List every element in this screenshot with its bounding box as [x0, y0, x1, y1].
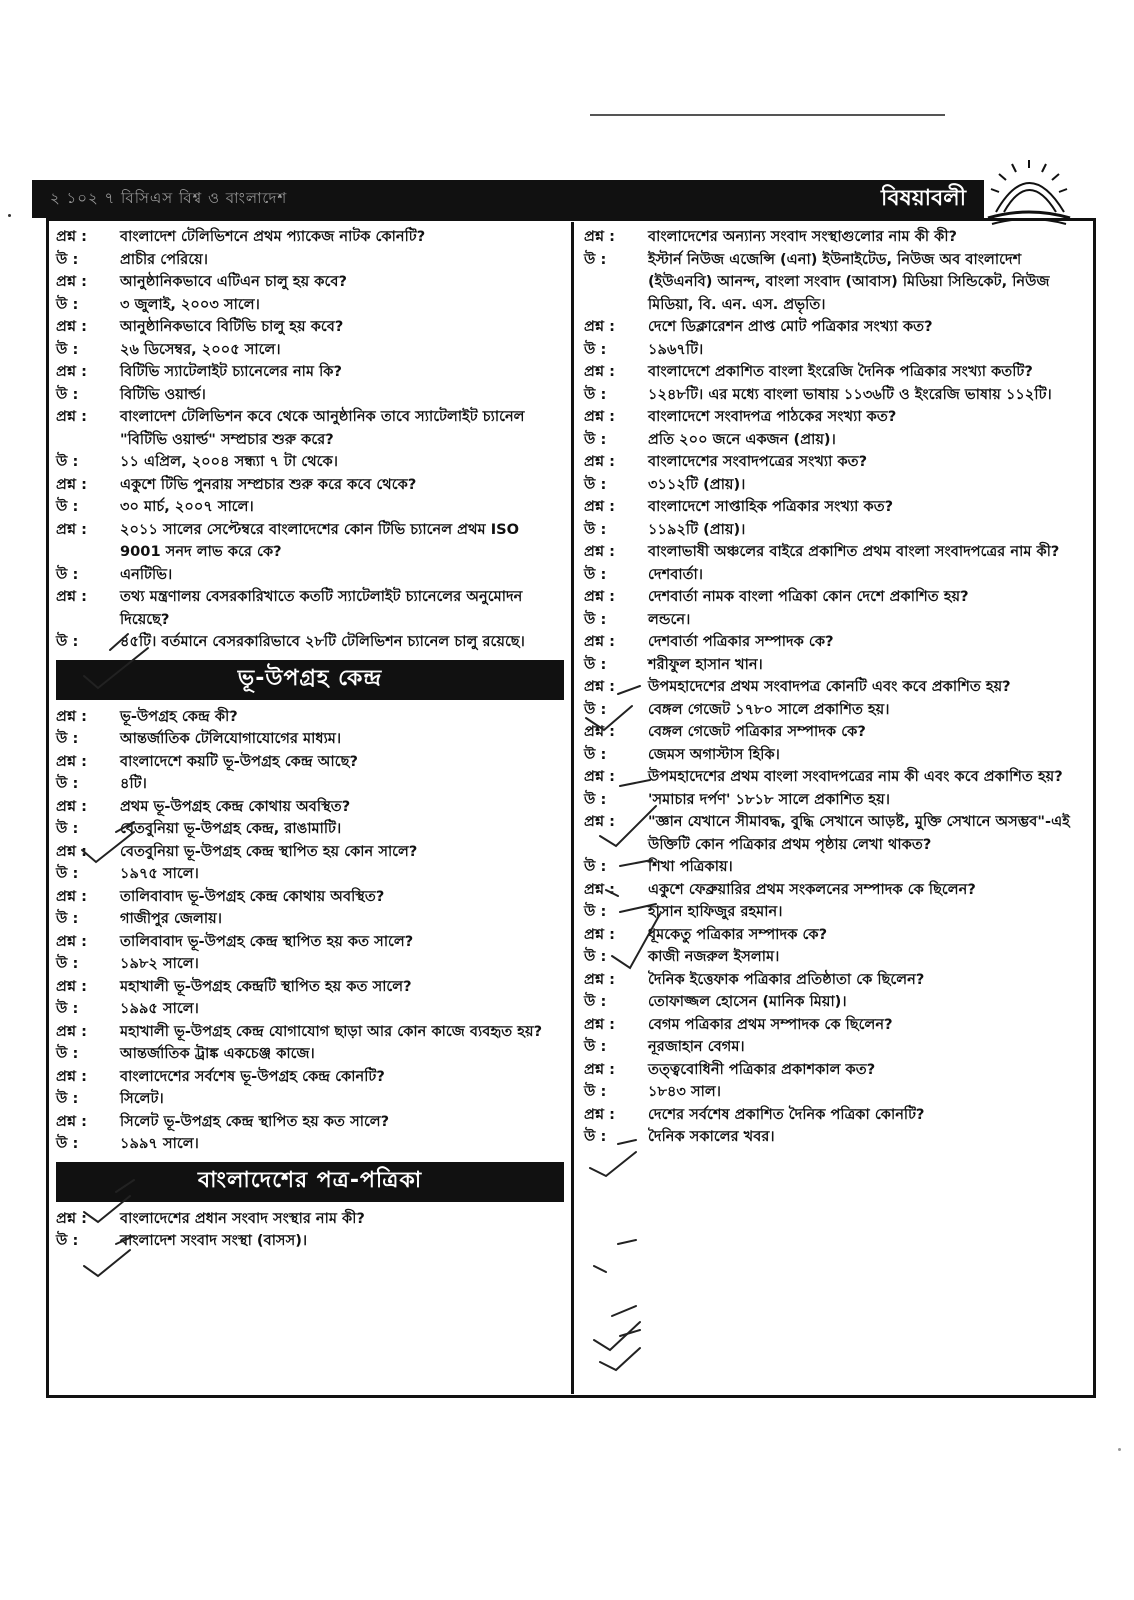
question-text: দেশের সর্বশেষ প্রকাশিত দৈনিক পত্রিকা কোনটি?	[648, 1105, 925, 1123]
question-row	[56, 841, 564, 864]
answer-label: উ :	[584, 610, 607, 628]
question-label: প্রশ্ন :	[584, 588, 615, 605]
question-text: তালিবাবাদ ভূ-উপগ্রহ কেন্দ্র কোথায় অবস্থিত?	[120, 887, 385, 905]
question-label: প্রশ্ন :	[584, 453, 615, 470]
section-heading-newspapers: বাংলাদেশের পত্র-পত্রিকা	[56, 1162, 564, 1202]
answer-text: লন্ডনে।	[648, 610, 691, 628]
question-label: প্রশ্ন :	[56, 932, 87, 950]
answer-text: প্রাচীর পেরিয়ে।	[120, 250, 208, 268]
question-row	[56, 1021, 564, 1044]
question-label: প্রশ্ন :	[56, 318, 87, 335]
question-row	[584, 766, 1088, 789]
question-label: প্রশ্ন :	[56, 842, 87, 860]
answer-label: উ :	[56, 498, 79, 515]
answer-row	[584, 901, 1088, 924]
answer-row	[584, 789, 1088, 812]
answer-text: ১৯৯৫ সালে।	[120, 1000, 199, 1017]
answer-text: কাজী নজরুল ইসলাম।	[648, 948, 780, 965]
answer-label: উ :	[584, 565, 607, 583]
answer-label: উ :	[56, 730, 79, 747]
answer-row	[584, 249, 1088, 317]
answer-text: সিলেট।	[120, 1090, 164, 1107]
answer-text: ১২৪৮টি। এর মধ্যে বাংলা ভাষায় ১১৩৬টি ও ইংরেজি ভাষায় ১১২টি।	[648, 385, 1052, 403]
answer-row	[584, 1126, 1088, 1149]
question-row	[56, 406, 564, 451]
answer-label: উ :	[56, 820, 79, 837]
question-label: প্রশ্ন :	[56, 977, 87, 995]
question-row	[584, 811, 1088, 856]
question-text: দেশবার্তা নামক বাংলা পত্রিকা কোন দেশে প্রকাশিত হয়?	[648, 588, 969, 605]
question-label: প্রশ্ন :	[56, 887, 87, 905]
question-label: প্রশ্ন :	[584, 925, 615, 943]
question-text: উপমহাদেশের প্রথম সংবাদপত্র কোনটি এবং কবে প্রকাশিত হয়?	[648, 678, 1011, 695]
answer-label: উ :	[56, 295, 79, 313]
edge-mark	[1118, 1448, 1121, 1451]
question-label: প্রশ্ন :	[584, 880, 615, 898]
question-row	[56, 586, 564, 631]
answer-text: বেঙ্গল গেজেট ১৭৮০ সালে প্রকাশিত হয়।	[648, 700, 890, 718]
answer-label: উ :	[56, 250, 79, 268]
question-text: আনুষ্ঠানিকভাবে বিটিভি চালু হয় কবে?	[120, 318, 344, 335]
question-text: দেশে ডিক্লারেশন প্রাপ্ত মোট পত্রিকার সংখ্যা কত?	[648, 318, 933, 335]
question-row	[584, 1059, 1088, 1082]
question-row	[584, 496, 1088, 519]
section-heading-satellite: ভূ-উপগ্রহ কেন্দ্র	[56, 660, 564, 700]
question-label: প্রশ্ন :	[56, 520, 87, 538]
answer-text: ১৯৬৭টি।	[648, 340, 704, 358]
answer-row	[56, 1133, 564, 1156]
answer-label: উ :	[56, 865, 79, 882]
answer-text: শরীফুল হাসান খান।	[648, 655, 763, 673]
stray-mark	[8, 214, 11, 217]
question-label: প্রশ্ন :	[56, 475, 87, 493]
column-divider	[571, 222, 574, 1394]
answer-label: উ :	[56, 1090, 79, 1107]
question-row	[584, 406, 1088, 429]
question-label: প্রশ্ন :	[584, 363, 615, 380]
answer-label: উ :	[584, 475, 607, 493]
answer-text: তোফাজ্জল হোসেন (মানিক মিয়া)।	[648, 993, 847, 1010]
question-row	[56, 1111, 564, 1134]
question-row	[584, 969, 1088, 992]
answer-row	[56, 384, 564, 407]
question-label: প্রশ্ন :	[584, 813, 615, 830]
question-row	[56, 271, 564, 294]
answer-row	[56, 728, 564, 751]
header-title: বিষয়াবলী	[881, 185, 966, 211]
question-row	[584, 676, 1088, 699]
question-row	[584, 721, 1088, 744]
question-row	[584, 1014, 1088, 1037]
question-text: বাংলাদেশে সংবাদপত্র পাঠকের সংখ্যা কত?	[648, 408, 897, 425]
answer-label: উ :	[584, 858, 607, 875]
tv-qa-group	[56, 226, 564, 654]
answer-row	[584, 946, 1088, 969]
answer-row	[56, 249, 564, 272]
answer-row	[584, 384, 1088, 407]
question-text: "জ্ঞান যেখানে সীমাবদ্ধ, বুদ্ধি সেখানে আড়ষ্ট, মুক্তি সেখানে অসম্ভব"-এই উক্তিটি কোন পত্রিকার প্রথম পৃষ্ঠায় লেখা থাকত?	[648, 813, 1070, 853]
answer-row	[56, 1230, 564, 1253]
answer-label: উ :	[56, 453, 79, 470]
answer-label: উ :	[584, 745, 607, 763]
question-label: প্রশ্ন :	[584, 498, 615, 515]
answer-row	[56, 564, 564, 587]
answer-row	[56, 339, 564, 362]
question-row	[584, 879, 1088, 902]
answer-text: 'সমাচার দর্পণ' ১৮১৮ সালে প্রকাশিত হয়।	[648, 790, 890, 808]
question-text: বাংলাদেশের সর্বশেষ ভূ-উপগ্রহ কেন্দ্র কোনটি?	[120, 1067, 385, 1085]
question-row	[584, 361, 1088, 384]
answer-text: ৩১১২টি (প্রায়)।	[648, 475, 746, 493]
answer-text: আন্তর্জাতিক ট্রাঙ্ক একচেঞ্জ কাজে।	[120, 1045, 315, 1062]
answer-row	[56, 773, 564, 796]
question-row	[584, 541, 1088, 564]
question-label: প্রশ্ন :	[56, 1209, 87, 1227]
answer-label: উ :	[584, 655, 607, 673]
question-row	[584, 226, 1088, 249]
question-text: দেশবার্তা পত্রিকার সম্পাদক কে?	[648, 633, 834, 650]
newspaper-qa-group	[56, 1208, 564, 1253]
question-text: প্রথম ভূ-উপগ্রহ কেন্দ্র কোথায় অবস্থিত?	[120, 797, 351, 815]
answer-text: ৪টি।	[120, 775, 147, 792]
answer-text: এনটিভি।	[120, 565, 173, 583]
question-text: বেতবুনিয়া ভূ-উপগ্রহ কেন্দ্র স্থাপিত হয় কোন সালে?	[120, 842, 418, 860]
answer-label: উ :	[584, 430, 607, 448]
question-text: বিটিভি স্যাটেলাইট চ্যানেলের নাম কি?	[120, 363, 342, 380]
answer-text: ৩০ মার্চ, ২০০৭ সালে।	[120, 498, 254, 515]
question-text: দৈনিক ইত্তেফাক পত্রিকার প্রতিষ্ঠাতা কে ছিলেন?	[648, 970, 925, 988]
question-text: আনুষ্ঠানিকভাবে এটিএন চালু হয় কবে?	[120, 273, 347, 290]
question-label: প্রশ্ন :	[584, 1060, 615, 1078]
question-label: প্রশ্ন :	[56, 1022, 87, 1040]
answer-row	[584, 744, 1088, 767]
question-text: মহাখালী ভূ-উপগ্রহ কেন্দ্র যোগাযোগ ছাড়া আর কোন কাজে ব্যবহৃত হয়?	[120, 1022, 543, 1040]
question-text: তত্ত্ববোধিনী পত্রিকার প্রকাশকাল কত?	[648, 1060, 876, 1078]
question-label: প্রশ্ন :	[584, 318, 615, 335]
answer-text: হাসান হাফিজুর রহমান।	[648, 903, 783, 920]
question-text: মহাখালী ভূ-উপগ্রহ কেন্দ্রটি স্থাপিত হয় কত সালে?	[120, 977, 412, 995]
header-faint-text: ২ ১০২ ৭ বিসিএস বিশ্ব ও বাংলাদেশ	[50, 188, 288, 207]
question-text: সিলেট ভূ-উপগ্রহ কেন্দ্র স্থাপিত হয় কত সালে?	[120, 1112, 390, 1130]
answer-label: উ :	[584, 1083, 607, 1100]
answer-text: ৩ জুলাই, ২০০৩ সালে।	[120, 295, 260, 313]
question-text: বাংলাদেশের প্রধান সংবাদ সংস্থার নাম কী?	[120, 1209, 365, 1227]
question-label: প্রশ্ন :	[584, 1105, 615, 1123]
question-label: প্রশ্ন :	[56, 408, 87, 425]
question-text: বাংলাদেশে কয়টি ভূ-উপগ্রহ কেন্দ্র আছে?	[120, 752, 358, 770]
question-row	[584, 586, 1088, 609]
question-text: বাংলাদেশে প্রকাশিত বাংলা ইংরেজি দৈনিক পত্রিকার সংখ্যা কতটি?	[648, 363, 1033, 380]
answer-row	[584, 339, 1088, 362]
question-text: বাংলাদেশ টেলিভিশন কবে থেকে আনুষ্ঠানিক তাবে স্যাটেলাইট চ্যানেল "বিটিভি ওয়ার্ল্ড" সম্প্রচার শুরু করে?	[120, 408, 525, 448]
answer-label: উ :	[584, 340, 607, 358]
answer-text: ইস্টার্ন নিউজ এজেন্সি (এনা) ইউনাইটেড, নিউজ অব বাংলাদেশ (ইউএনবি) আনন্দ, বাংলা সংবাদ (আবাস) মিডিয়া সিন্ডিকেট, নিউজ মিডিয়া, বি. এন. এস. প্রভৃতি।	[648, 250, 1050, 313]
question-text: একুশে ফেব্রুয়ারির প্রথম সংকলনের সম্পাদক কে ছিলেন?	[648, 880, 976, 898]
question-label: প্রশ্ন :	[56, 752, 87, 770]
newspaper-qa-group-continued	[584, 226, 1088, 1149]
answer-row	[584, 474, 1088, 497]
answer-label: উ :	[584, 700, 607, 718]
question-text: বাংলাভাষী অঞ্চলের বাইরে প্রকাশিত প্রথম বাংলা সংবাদপত্রের নাম কী?	[648, 543, 1060, 560]
question-label: প্রশ্ন :	[56, 797, 87, 815]
answer-row	[56, 953, 564, 976]
answer-label: উ :	[584, 1038, 607, 1055]
answer-row	[56, 496, 564, 519]
question-row	[56, 706, 564, 729]
satellite-qa-group	[56, 706, 564, 1156]
answer-label: উ :	[56, 1000, 79, 1017]
answer-label: উ :	[56, 633, 79, 650]
answer-row	[584, 609, 1088, 632]
answer-label: উ :	[56, 910, 79, 927]
question-label: প্রশ্ন :	[56, 1067, 87, 1085]
question-label: প্রশ্ন :	[584, 678, 615, 695]
question-label: প্রশ্ন :	[584, 723, 615, 740]
question-label: প্রশ্ন :	[584, 970, 615, 988]
answer-row	[584, 564, 1088, 587]
answer-label: উ :	[584, 790, 607, 808]
question-label: প্রশ্ন :	[584, 633, 615, 650]
answer-row	[56, 451, 564, 474]
answer-label: উ :	[56, 340, 79, 358]
question-row	[584, 451, 1088, 474]
answer-label: উ :	[56, 385, 79, 403]
question-text: বাংলাদেশের সংবাদপত্রের সংখ্যা কত?	[648, 453, 868, 470]
answer-label: উ :	[56, 565, 79, 583]
answer-text: ১১ এপ্রিল, ২০০৪ সন্ধ্যা ৭ টা থেকে।	[120, 453, 338, 470]
question-label: প্রশ্ন :	[584, 228, 615, 245]
question-label: প্রশ্ন :	[584, 768, 615, 785]
question-row	[56, 1208, 564, 1231]
question-text: তথ্য মন্ত্রণালয় বেসরকারিখাতে কতটি স্যাটেলাইট চ্যানেলের অনুমোদন দিয়েছে?	[120, 588, 523, 628]
question-row	[56, 1066, 564, 1089]
answer-label: উ :	[56, 1232, 79, 1249]
answer-row	[56, 998, 564, 1021]
question-label: প্রশ্ন :	[56, 707, 87, 725]
answer-row	[56, 631, 564, 654]
answer-row	[56, 1043, 564, 1066]
answer-text: বেতবুনিয়া ভূ-উপগ্রহ কেন্দ্র, রাঙামাটি।	[120, 820, 342, 837]
left-column	[56, 226, 564, 1253]
answer-row	[584, 1036, 1088, 1059]
question-label: প্রশ্ন :	[56, 228, 87, 245]
answer-label: উ :	[56, 955, 79, 972]
question-text: বেগম পত্রিকার প্রথম সম্পাদক কে ছিলেন?	[648, 1015, 893, 1033]
answer-row	[584, 429, 1088, 452]
question-text: তালিবাবাদ ভূ-উপগ্রহ কেন্দ্র স্থাপিত হয় কত সালে?	[120, 932, 414, 950]
question-row	[584, 924, 1088, 947]
question-label: প্রশ্ন :	[56, 588, 87, 605]
answer-row	[584, 1081, 1088, 1104]
answer-row	[56, 863, 564, 886]
question-row	[56, 474, 564, 497]
question-text: বাংলাদেশে সাপ্তাহিক পত্রিকার সংখ্যা কত?	[648, 498, 894, 515]
answer-label: উ :	[584, 903, 607, 920]
question-row	[56, 931, 564, 954]
question-row	[584, 631, 1088, 654]
question-row	[56, 976, 564, 999]
answer-label: উ :	[584, 993, 607, 1010]
page-header-band	[32, 180, 984, 218]
answer-row	[56, 294, 564, 317]
answer-text: নূরজাহান বেগম।	[648, 1038, 745, 1055]
question-row	[56, 751, 564, 774]
answer-text: বাংলাদেশ সংবাদ সংস্থা (বাসস)।	[120, 1232, 308, 1249]
question-text: ২০১১ সালের সেপ্টেম্বরে বাংলাদেশের কোন টিভি চ্যানেল প্রথম ISO 9001 সনদ লাভ করে কে?	[120, 520, 520, 560]
question-label: প্রশ্ন :	[584, 1015, 615, 1033]
question-row	[56, 886, 564, 909]
answer-row	[584, 856, 1088, 879]
question-label: প্রশ্ন :	[56, 1112, 87, 1130]
answer-row	[584, 654, 1088, 677]
question-text: ভূ-উপগ্রহ কেন্দ্র কী?	[120, 707, 238, 725]
question-text: বাংলাদেশের অন্যান্য সংবাদ সংস্থাগুলোর নাম কী কী?	[648, 228, 958, 245]
answer-label: উ :	[584, 520, 607, 538]
right-column	[584, 226, 1088, 1149]
answer-label: উ :	[56, 775, 79, 792]
answer-text: ১৮৪৩ সাল।	[648, 1083, 721, 1100]
answer-text: জেমস অগাস্টাস হিকি।	[648, 745, 780, 763]
answer-label: উ :	[56, 1135, 79, 1152]
question-row	[56, 519, 564, 564]
answer-text: ৪৫টি। বর্তমানে বেসরকারিভাবে ২৮টি টেলিভিশন চ্যানেল চালু রয়েছে।	[120, 633, 525, 650]
question-row	[56, 316, 564, 339]
answer-label: উ :	[584, 1128, 607, 1145]
answer-text: ১৯৭৫ সালে।	[120, 865, 199, 882]
question-row	[56, 361, 564, 384]
answer-text: গাজীপুর জেলায়।	[120, 910, 222, 927]
answer-label: উ :	[584, 250, 607, 268]
answer-row	[56, 1088, 564, 1111]
answer-text: আন্তর্জাতিক টেলিযোগাযোগের মাধ্যম।	[120, 730, 342, 747]
question-label: প্রশ্ন :	[584, 543, 615, 560]
answer-label: উ :	[584, 385, 607, 403]
question-row	[56, 796, 564, 819]
answer-row	[56, 818, 564, 841]
answer-text: শিখা পত্রিকায়।	[648, 858, 733, 875]
top-rule	[590, 114, 945, 116]
answer-text: ২৬ ডিসেম্বর, ২০০৫ সালে।	[120, 340, 281, 358]
question-text: বেঙ্গল গেজেট পত্রিকার সম্পাদক কে?	[648, 723, 866, 740]
answer-row	[584, 699, 1088, 722]
question-label: প্রশ্ন :	[584, 408, 615, 425]
answer-label: উ :	[584, 948, 607, 965]
answer-text: দেশবার্তা।	[648, 565, 703, 583]
answer-label: উ :	[56, 1045, 79, 1062]
answer-text: প্রতি ২০০ জনে একজন (প্রায়)।	[648, 430, 836, 448]
answer-text: বিটিভি ওয়ার্ল্ড।	[120, 385, 206, 403]
question-row	[56, 226, 564, 249]
answer-text: ১৯৮২ সালে।	[120, 955, 199, 972]
question-text: উপমহাদেশের প্রথম বাংলা সংবাদপত্রের নাম কী এবং কবে প্রকাশিত হয়?	[648, 768, 1063, 785]
answer-row	[584, 991, 1088, 1014]
question-label: প্রশ্ন :	[56, 273, 87, 290]
question-text: বাংলাদেশ টেলিভিশনে প্রথম প্যাকেজ নাটক কোনটি?	[120, 228, 426, 245]
answer-row	[584, 519, 1088, 542]
answer-text: ১১৯২টি (প্রায়)।	[648, 520, 746, 538]
question-row	[584, 316, 1088, 339]
question-row	[584, 1104, 1088, 1127]
question-label: প্রশ্ন :	[56, 363, 87, 380]
question-text: ধূমকেতু পত্রিকার সম্পাদক কে?	[648, 925, 828, 943]
answer-text: ১৯৯৭ সালে।	[120, 1135, 199, 1152]
answer-text: দৈনিক সকালের খবর।	[648, 1128, 775, 1145]
question-text: একুশে টিভি পুনরায় সম্প্রচার শুরু করে কবে থেকে?	[120, 475, 417, 493]
answer-row	[56, 908, 564, 931]
